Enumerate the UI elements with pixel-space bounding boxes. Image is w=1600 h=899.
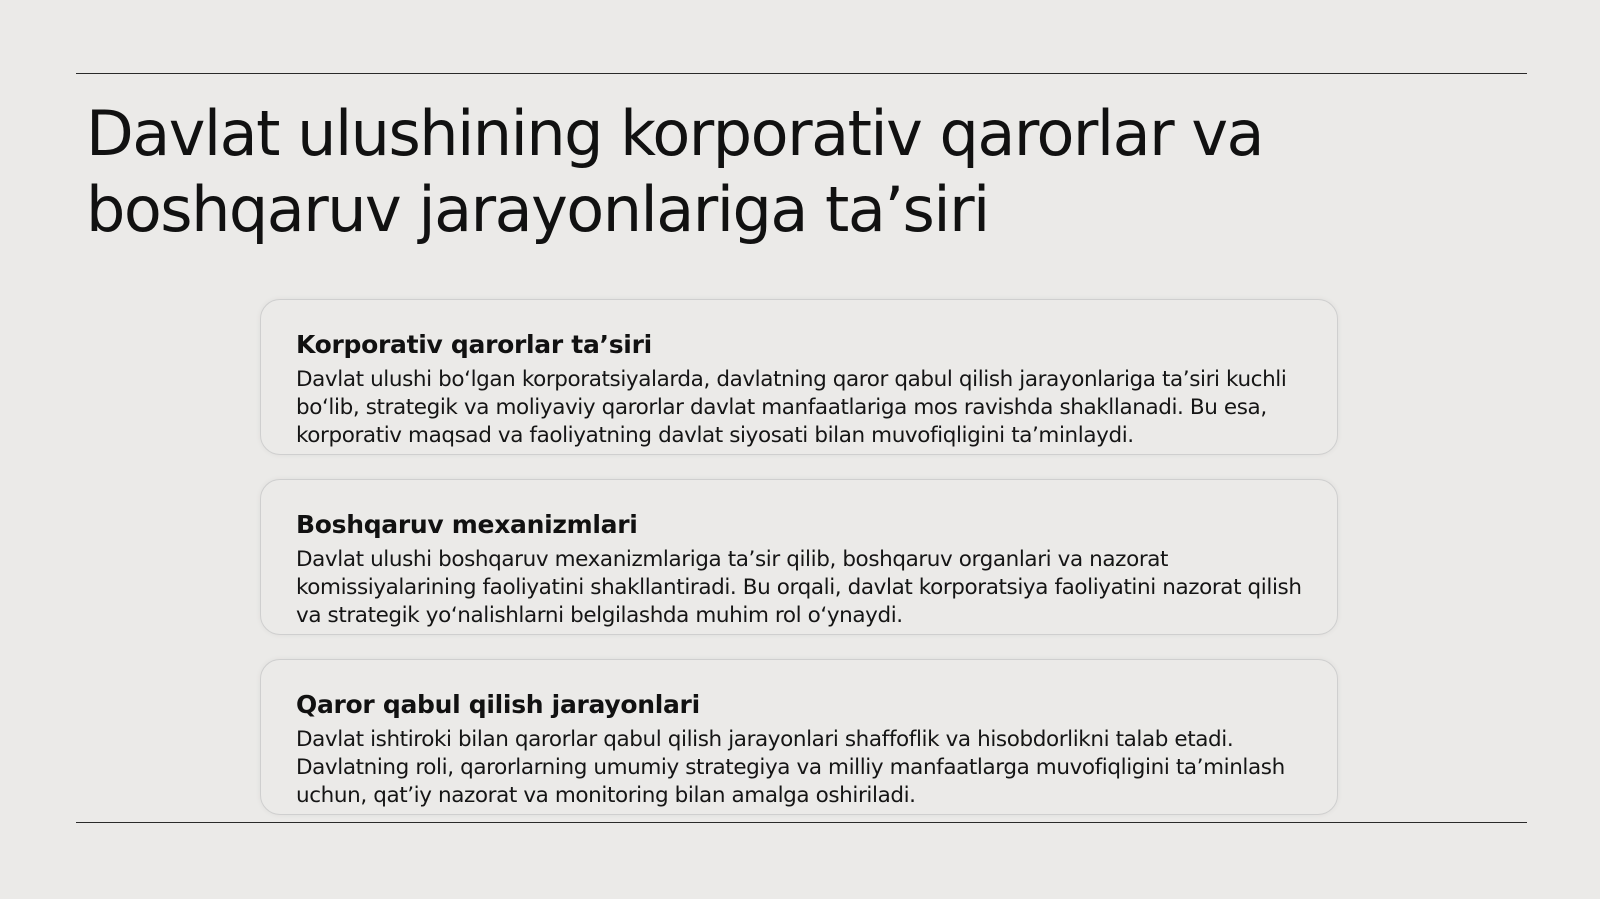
- card-heading: Boshqaruv mexanizmlari: [296, 510, 638, 539]
- info-card-governance-mechanisms: [260, 479, 1338, 635]
- card-body-text: Davlat ishtiroki bilan qarorlar qabul qilish jarayonlari shaffoflik va hisobdorlikni talab etadi. Davlatning roli, qarorlarning umumiy strategiya va milliy manfaatlarga muvofiqligini ta’minlash uchun, qat’iy nazorat va monitoring bilan amalga oshiriladi.: [296, 727, 1285, 808]
- card-heading: Qaror qabul qilish jarayonlari: [296, 690, 700, 719]
- slide-title: Davlat ulushining korporativ qarorlar va boshqaruv jarayonlariga ta’siri: [86, 97, 1264, 246]
- top-divider: [76, 73, 1527, 74]
- card-heading: Korporativ qarorlar ta’siri: [296, 330, 652, 359]
- bottom-divider: [76, 822, 1527, 823]
- info-card-decision-processes: [260, 659, 1338, 815]
- card-body-text: Davlat ulushi boshqaruv mexanizmlariga ta’sir qilib, boshqaruv organlari va nazorat komissiyalarining faoliyatini shakllantiradi. Bu orqali, davlat korporatsiya faoliyatini nazorat qilish va strategik yo‘nalishlarni belgilashda muhim rol o‘ynaydi.: [296, 547, 1302, 628]
- card-body-text: Davlat ulushi bo‘lgan korporatsiyalarda, davlatning qaror qabul qilish jarayonlariga ta’siri kuchli bo‘lib, strategik va moliyaviy qarorlar davlat manfaatlariga mos ravishda shakllanadi. Bu esa, korporativ maqsad va faoliyatning davlat siyosati bilan muvofiqligini ta’minlaydi.: [296, 367, 1287, 448]
- info-card-corporate-decisions: [260, 299, 1338, 455]
